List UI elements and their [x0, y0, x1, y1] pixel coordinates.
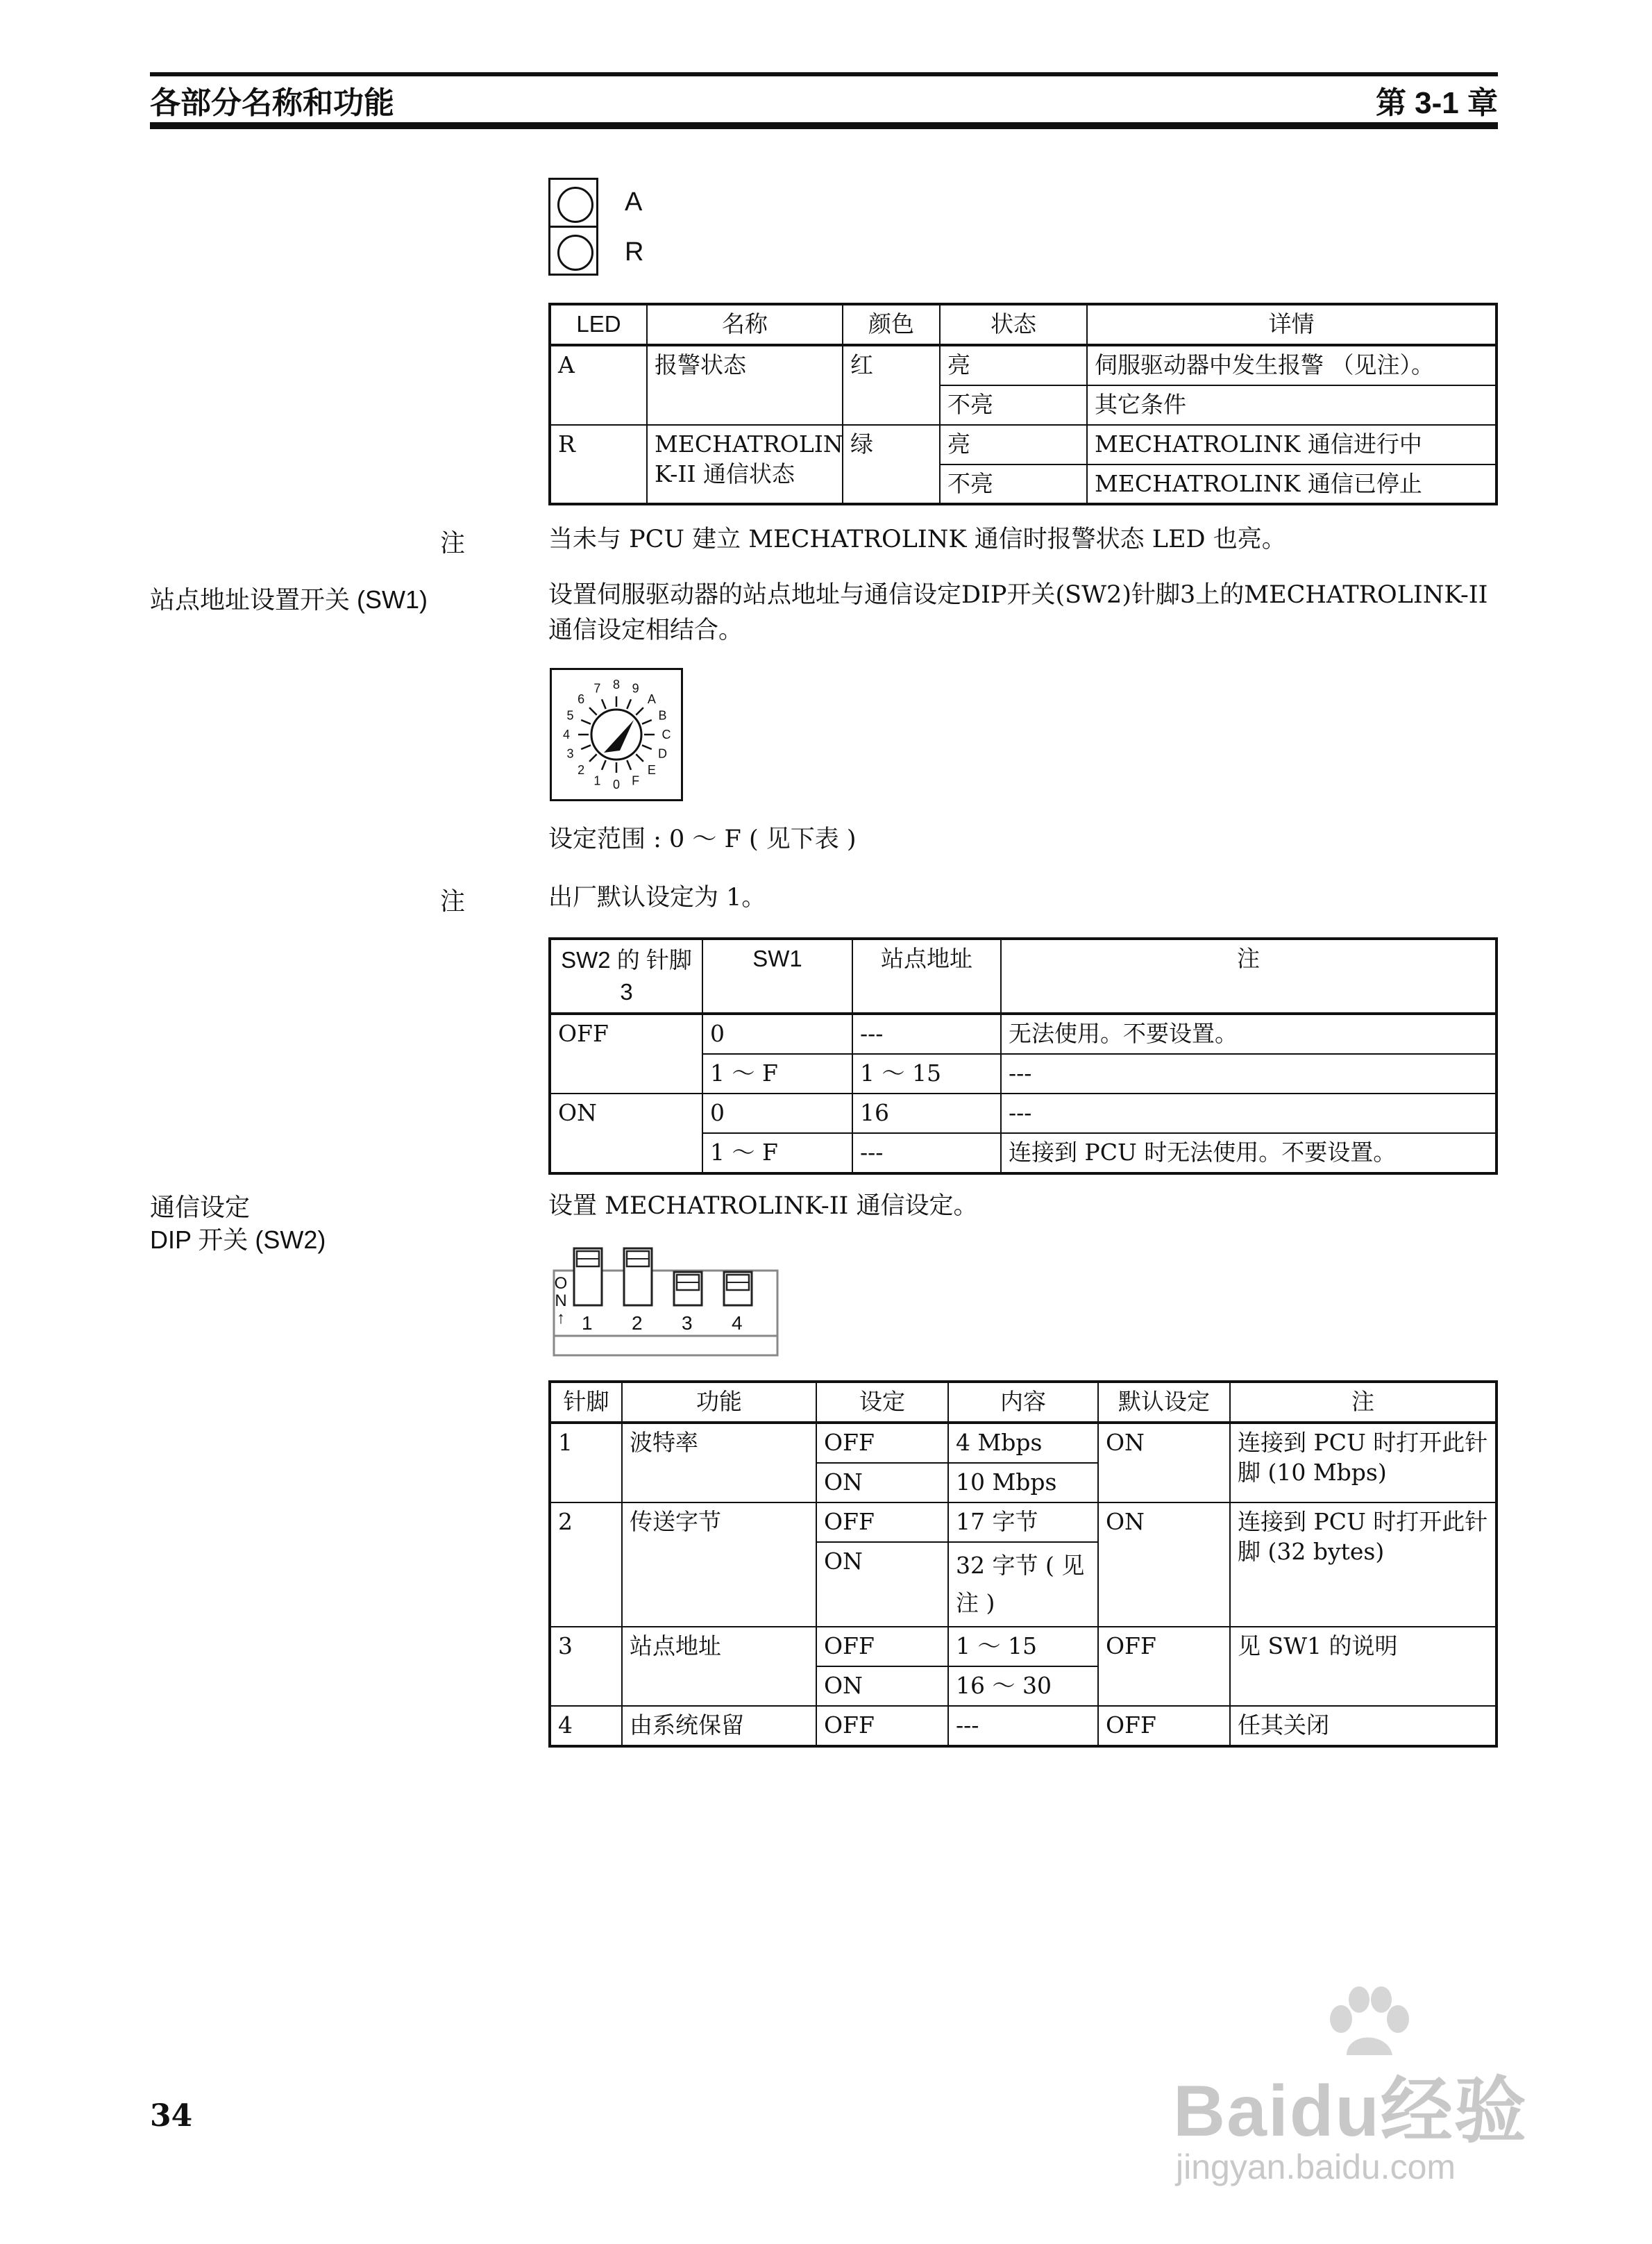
cell: 不亮 [940, 385, 1087, 425]
led-a-circle-icon [557, 187, 593, 223]
table-row [550, 1627, 1497, 1666]
dial-tick [636, 707, 643, 715]
dial-position-label: 5 [566, 708, 574, 723]
cell: 10 Mbps [948, 1463, 1098, 1502]
page-number: 34 [150, 2098, 193, 2134]
cell: ON [816, 1463, 948, 1502]
table-row [550, 1423, 1497, 1463]
cell: 16 ～ 30 [948, 1666, 1098, 1706]
sw2-dip-switch [553, 1247, 782, 1357]
cell: 不亮 [940, 464, 1087, 505]
col-header: 注 [1230, 1382, 1497, 1423]
cell: 无法使用。不要设置。 [1001, 1014, 1497, 1054]
cell: --- [1001, 1054, 1497, 1094]
col-header: 注 [1001, 939, 1497, 1014]
table-header-row [550, 939, 1497, 1014]
led-r-label: R [625, 237, 644, 267]
table-row [550, 425, 1497, 464]
dial-position-label: 3 [566, 746, 574, 761]
col-header: 功能 [622, 1382, 816, 1423]
col-header: 颜色 [843, 304, 940, 345]
sw1-description: 设置伺服驱动器的站点地址与通信设定DIP开关(SW2)针脚3上的MECHATROLINK-II 通信设定相结合。 [548, 581, 1488, 644]
col-header: 详情 [1087, 304, 1497, 345]
cell: OFF [816, 1627, 948, 1666]
dial-position-label: 2 [578, 762, 585, 777]
cell: ON [550, 1094, 702, 1173]
dial-position-label: 4 [562, 728, 571, 742]
table-row [550, 1014, 1497, 1054]
cell: --- [852, 1014, 1001, 1054]
note-label: 注 [440, 528, 466, 557]
table-row [550, 1094, 1497, 1133]
led-r-circle-icon [557, 235, 593, 271]
led-a-box [548, 178, 598, 228]
sw2-description: 设置 MECHATROLINK-II 通信设定。 [548, 1192, 978, 1220]
chapter-label: 第 3-1 章 [1375, 86, 1498, 120]
cell: 17 字节 [948, 1502, 1098, 1542]
table-row [550, 1706, 1497, 1746]
dial-position-label: 6 [578, 692, 585, 707]
col-header: SW2 的 针脚 3 [550, 939, 702, 1014]
cell: 传送字节 [622, 1502, 816, 1627]
pin-label: 3 [682, 1312, 693, 1334]
note-label: 注 [440, 887, 466, 915]
watermark-brand: Baidu经验 [1173, 2071, 1528, 2152]
header-bottom-rule [150, 122, 1498, 129]
cell: --- [948, 1706, 1098, 1746]
cell: 亮 [940, 345, 1087, 385]
watermark-url: jingyan.baidu.com [1176, 2147, 1456, 2186]
sw1-table [548, 937, 1498, 1175]
col-header: 针脚 [550, 1382, 622, 1423]
cell: 1 ～ F [702, 1054, 852, 1094]
sw1-range: 设定范围 : 0 ～ F ( 见下表 ) [548, 826, 857, 853]
dial-tick [581, 745, 591, 749]
watermark [1173, 1986, 1562, 2194]
cell: OFF [1098, 1627, 1230, 1706]
cell: 0 [702, 1014, 852, 1054]
dial-position-label: 7 [593, 681, 601, 696]
sw2-heading [150, 1191, 326, 1257]
cell: --- [1001, 1094, 1497, 1133]
sw1-note: 出厂默认设定为 1。 [548, 884, 766, 912]
dial-tick [602, 699, 606, 709]
rotary-switch-icon [552, 670, 681, 799]
cell: ON [816, 1542, 948, 1627]
cell: ON [1098, 1423, 1230, 1502]
dial-position-label: A [647, 692, 656, 707]
sw2-heading-line2: DIP 开关 (SW2) [150, 1225, 326, 1254]
cell: OFF [1098, 1706, 1230, 1746]
header-top-rule [150, 72, 1498, 76]
dial-tick [602, 760, 606, 770]
cell: 报警状态 [647, 345, 843, 425]
col-header: SW1 [702, 939, 852, 1014]
cell: 亮 [940, 425, 1087, 464]
cell: 3 [550, 1627, 622, 1706]
led-a-label: A [625, 187, 643, 217]
col-header: 默认设定 [1098, 1382, 1230, 1423]
cell: 16 [852, 1094, 1001, 1133]
sw2-table [548, 1380, 1498, 1748]
dial-position-label: 1 [593, 773, 601, 788]
col-header: 站点地址 [852, 939, 1001, 1014]
cell: OFF [550, 1014, 702, 1094]
dial-position-label: F [632, 773, 640, 788]
paw-logo-icon [1319, 1986, 1416, 2062]
cell: 由系统保留 [622, 1706, 816, 1746]
pin-label: 1 [582, 1312, 593, 1334]
cell: 见 SW1 的说明 [1230, 1627, 1497, 1706]
led-r-box [548, 226, 598, 276]
cell: ON [816, 1666, 948, 1706]
cell: 4 [550, 1706, 622, 1746]
cell: ON [1098, 1502, 1230, 1627]
cell: 0 [702, 1094, 852, 1133]
cell: 1 [550, 1423, 622, 1502]
col-header: 内容 [948, 1382, 1098, 1423]
dial-position-label: E [647, 762, 656, 777]
cell: OFF [816, 1502, 948, 1542]
cell: MECHATROLIN K-II 通信状态 [647, 425, 843, 505]
dial-position-label: C [661, 728, 671, 742]
col-header: 状态 [940, 304, 1087, 345]
dip-switch-icon [553, 1247, 782, 1357]
cell: --- [852, 1133, 1001, 1173]
cell: A [550, 345, 647, 425]
cell: 2 [550, 1502, 622, 1627]
dial-tick [636, 754, 643, 762]
cell: 32 字节 ( 见注 ) [948, 1542, 1098, 1627]
dial-tick [581, 720, 591, 724]
cell: 连接到 PCU 时无法使用。不要设置。 [1001, 1133, 1497, 1173]
col-header: 名称 [647, 304, 843, 345]
col-header: 设定 [816, 1382, 948, 1423]
pin-label: 2 [632, 1312, 643, 1334]
dial-tick [627, 699, 631, 709]
pin-label: 4 [732, 1312, 743, 1334]
col-header: LED [550, 304, 647, 345]
cell: 红 [843, 345, 940, 425]
cell: 4 Mbps [948, 1423, 1098, 1463]
table-header-row [550, 1382, 1497, 1423]
dial-position-label: D [658, 746, 667, 761]
cell: OFF [816, 1423, 948, 1463]
dial-position-label: 9 [632, 681, 639, 696]
led-table [548, 303, 1498, 505]
cell: 1 ～ 15 [948, 1627, 1098, 1666]
table-row [550, 1502, 1497, 1542]
cell: MECHATROLINK 通信进行中 [1087, 425, 1497, 464]
cell: 波特率 [622, 1423, 816, 1502]
cell: OFF [816, 1706, 948, 1746]
cell: 1 ～ F [702, 1133, 852, 1173]
cell: 绿 [843, 425, 940, 505]
cell: 其它条件 [1087, 385, 1497, 425]
section-title: 各部分名称和功能 [150, 86, 394, 120]
cell: 连接到 PCU 时打开此针脚 (32 bytes) [1230, 1502, 1497, 1627]
table-row [550, 345, 1497, 385]
on-indicator-label: O N ↑ [554, 1274, 568, 1328]
cell: 连接到 PCU 时打开此针脚 (10 Mbps) [1230, 1423, 1497, 1502]
sw1-heading: 站点地址设置开关 (SW1) [150, 585, 428, 614]
sw2-heading-line1: 通信设定 [150, 1193, 251, 1221]
dial-position-label: B [658, 708, 667, 723]
dial-tick [627, 760, 631, 770]
sw1-rotary-dial [550, 668, 683, 801]
dial-tick [642, 745, 652, 749]
table-header-row [550, 304, 1497, 345]
cell: 伺服驱动器中发生报警 （见注）。 [1087, 345, 1497, 385]
dial-position-label: 0 [612, 778, 621, 792]
cell: 1 ～ 15 [852, 1054, 1001, 1094]
cell: MECHATROLINK 通信已停止 [1087, 464, 1497, 505]
cell: 任其关闭 [1230, 1706, 1497, 1746]
dial-position-label: 8 [612, 678, 621, 692]
note-text: 当未与 PCU 建立 MECHATROLINK 通信时报警状态 LED 也亮。 [548, 526, 1286, 553]
cell: R [550, 425, 647, 505]
dial-tick [589, 754, 597, 762]
cell: 站点地址 [622, 1627, 816, 1706]
dial-tick [642, 720, 652, 724]
dial-tick [589, 707, 597, 715]
